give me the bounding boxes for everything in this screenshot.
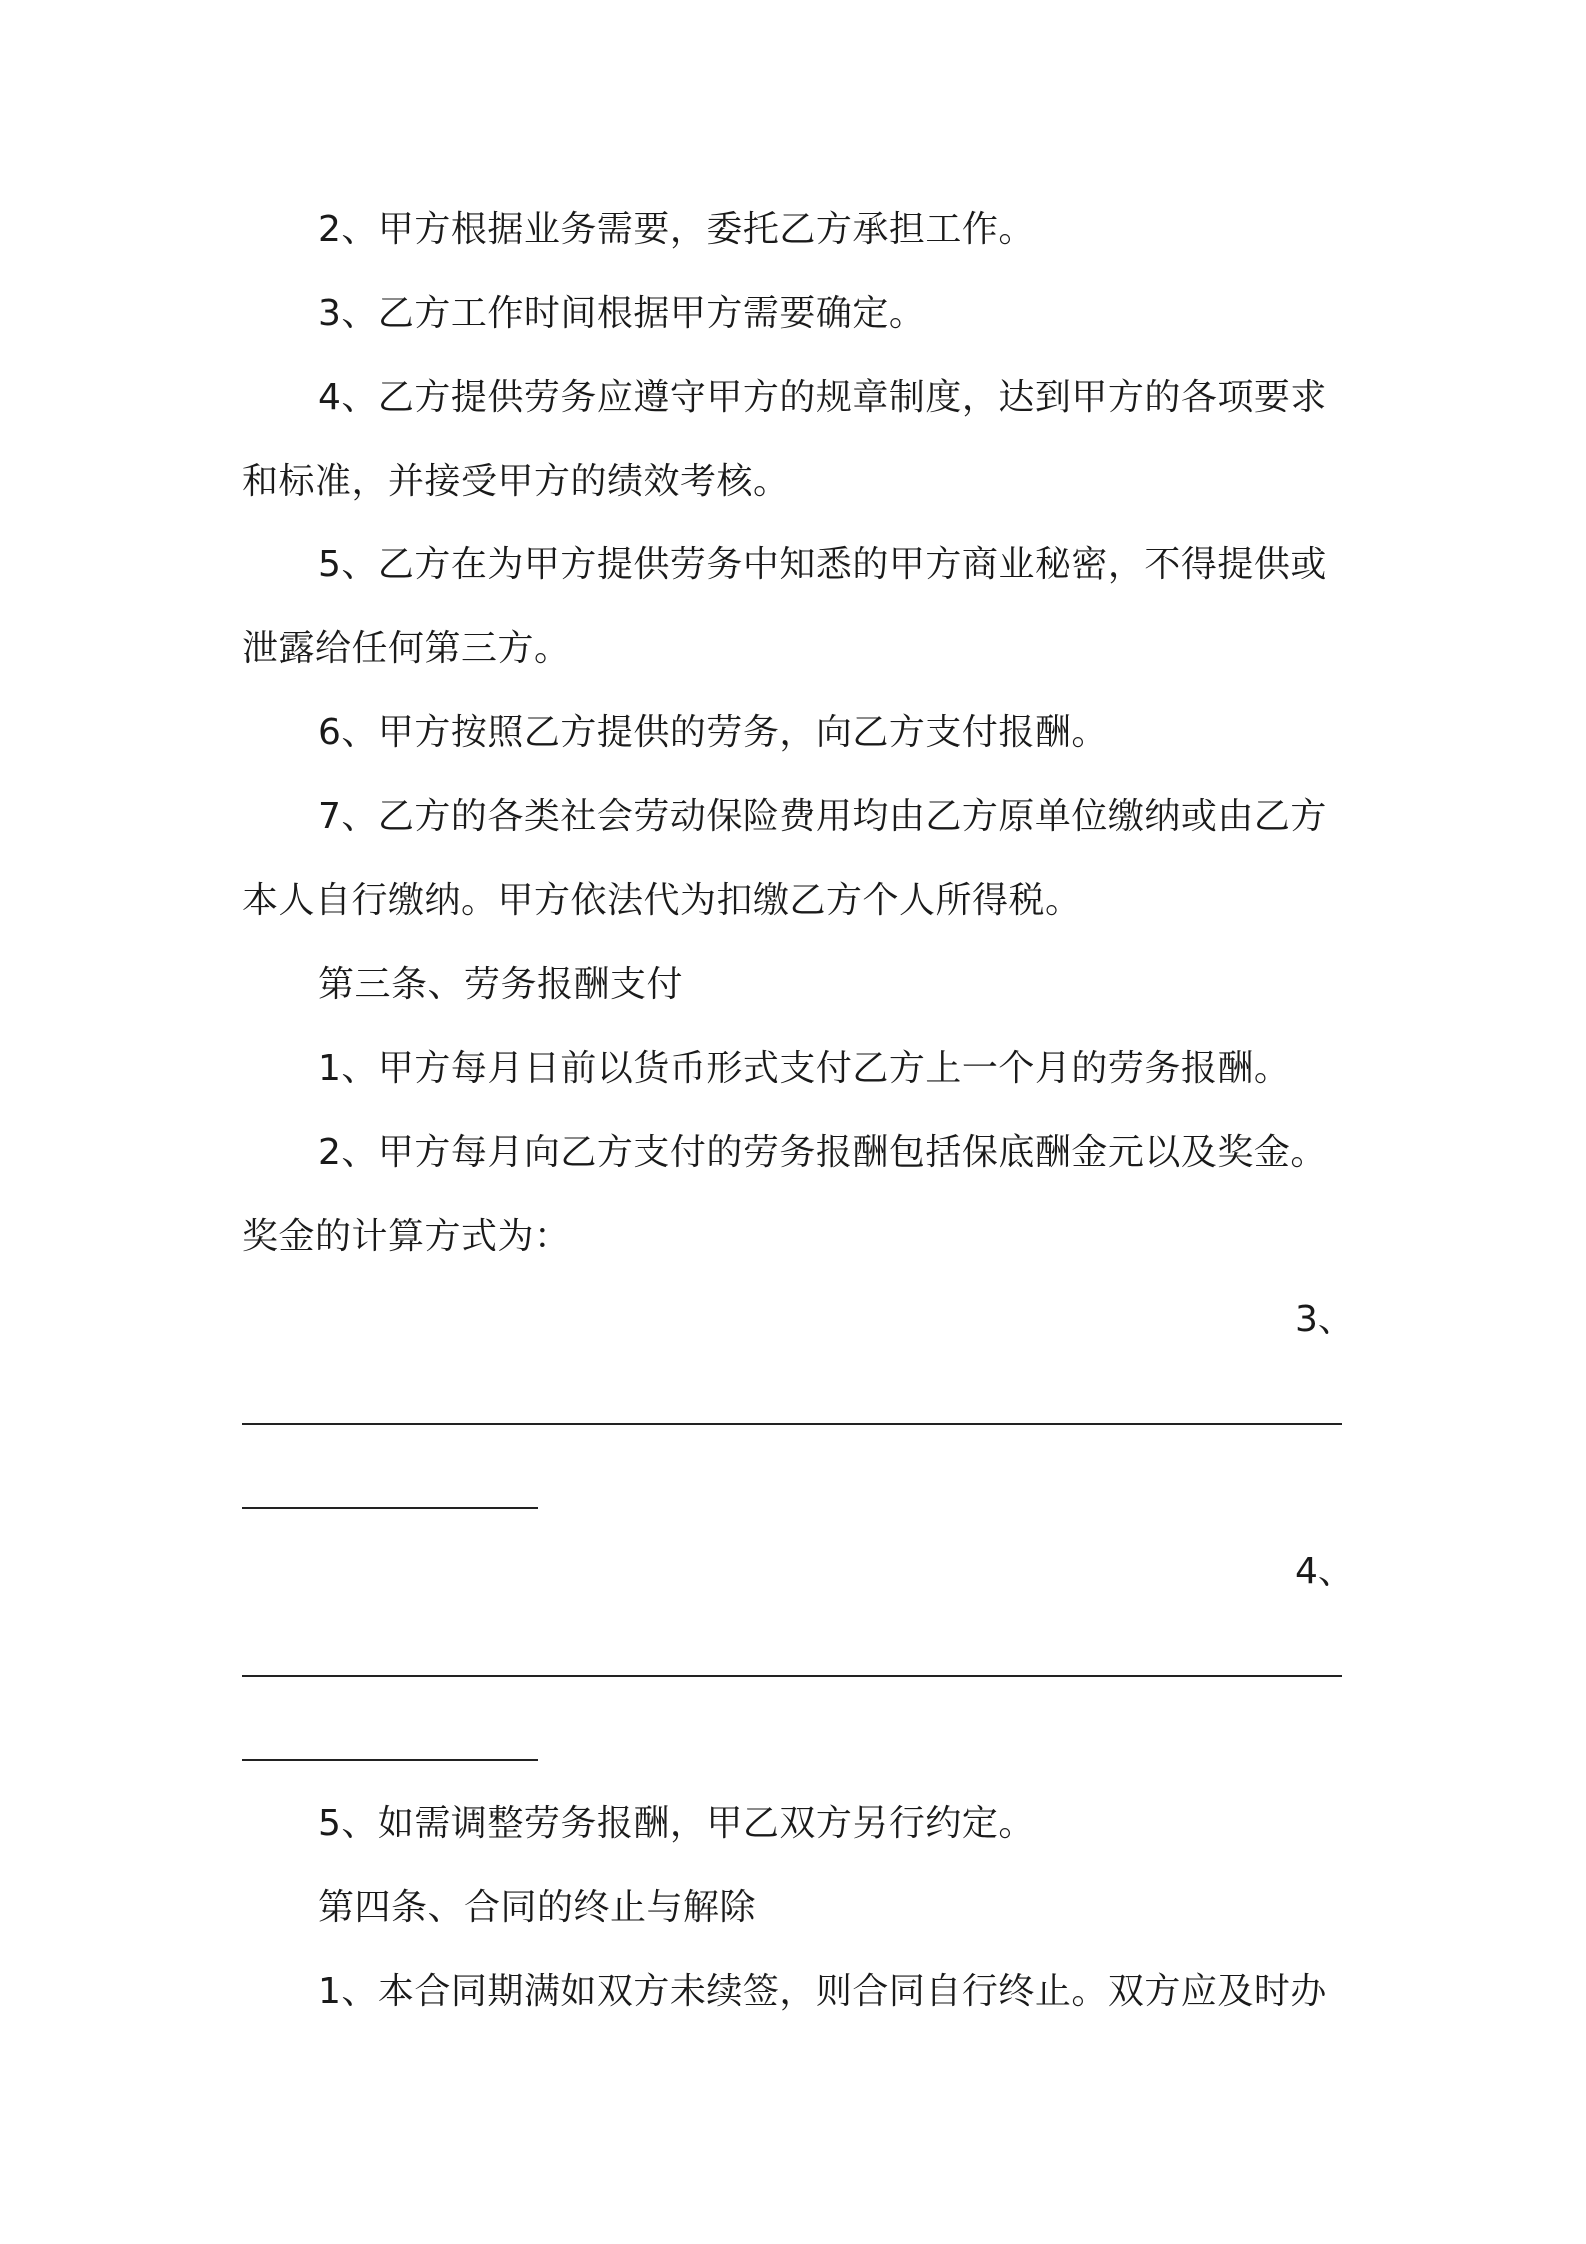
clause-4-text-line1: 4、乙方提供劳务应遵守甲方的规章制度，达到甲方的各项要求 [318, 377, 1327, 418]
article-3-clause-5-text: 5、如需调整劳务报酬，甲乙双方另行约定。 [318, 1803, 1035, 1844]
article-3-clause-2-text-line1: 2、甲方每月向乙方支付的劳务报酬包括保底酬金元以及奖金。 [318, 1132, 1327, 1173]
article-3-clause-3-number: 3、 [1295, 1299, 1354, 1340]
section-heading-article-3: 第三条、劳务报酬支付 [318, 964, 684, 1005]
section-heading-article-4: 第四条、合同的终止与解除 [318, 1887, 757, 1928]
clause-5-text-line2: 泄露给任何第三方。 [242, 628, 571, 669]
article-4-clause-1-text: 1、本合同期满如双方未续签，则合同自行终止。双方应及时办 [318, 1971, 1327, 2012]
clause-7-text-line2: 本人自行缴纳。甲方依法代为扣缴乙方个人所得税。 [242, 880, 1082, 921]
blank-underline-short [242, 1507, 538, 1509]
blank-underline-long [242, 1675, 1342, 1677]
clause-7-text-line1: 7、乙方的各类社会劳动保险费用均由乙方原单位缴纳或由乙方 [318, 796, 1327, 837]
article-3-clause-2-text-line2: 奖金的计算方式为： [242, 1216, 571, 1257]
clause-2-text: 2、甲方根据业务需要，委托乙方承担工作。 [318, 209, 1035, 250]
clause-3-text: 3、乙方工作时间根据甲方需要确定。 [318, 293, 926, 334]
clause-6-text: 6、甲方按照乙方提供的劳务，向乙方支付报酬。 [318, 712, 1108, 753]
clause-5-text-line1: 5、乙方在为甲方提供劳务中知悉的甲方商业秘密，不得提供或 [318, 544, 1327, 585]
article-3-clause-1-text: 1、甲方每月日前以货币形式支付乙方上一个月的劳务报酬。 [318, 1048, 1291, 1089]
clause-4-text-line2: 和标准，并接受甲方的绩效考核。 [242, 461, 790, 502]
blank-underline-short [242, 1759, 538, 1761]
blank-underline-long [242, 1423, 1342, 1425]
article-3-clause-4-number: 4、 [1295, 1551, 1354, 1592]
